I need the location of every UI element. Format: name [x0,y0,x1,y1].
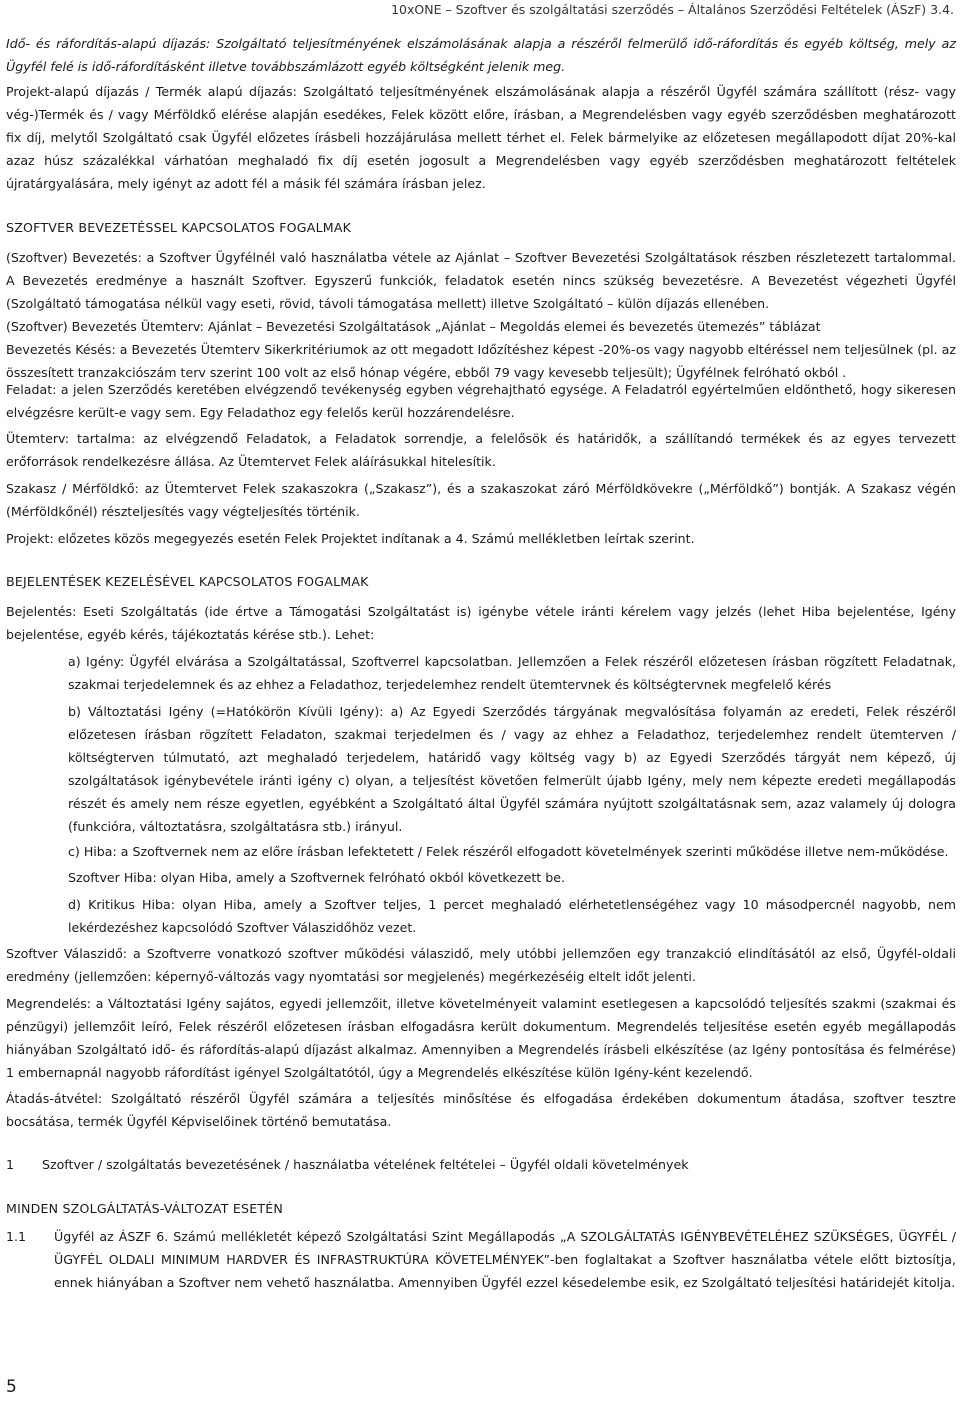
para-project-based-billing: Projekt-alapú díjazás / Termék alapú díjazás: Szolgáltató teljesítményének elszámolásának alapja a részéről Ügyfél számára szállított (rész- vagy vég-)Termék és / vagy Mérföldkő elérése alapján esedékes, Felek között előre, írásban, a Megrendelésben vagy egyéb szerződésben meghatározott fix díj, melytől Szolgáltató csak Ügyfél előzetes írásbeli hozzájárulása mellett térhet el. Felek bármelyike az előzetesen megállapodott díjat 20%-kal azaz húsz százalékkal várhatóan meghaladó fix díj esetén jogosult a Megrendelésben vagy egyéb szerződésben meghatározott feltételek újratárgyalására, mely igényt az adott fél a másik fél számára írásban jelez. [6,84,956,191]
para-project: Projekt: előzetes közös megegyezés esetén Felek Projektet indítanak a 4. Számú mellékletben leírtak szerint. [6,531,695,546]
para-report: Bejelentés: Eseti Szolgáltatás (ide értve a Támogatási Szolgáltatást is) igénybe vétele iránti kérelem vagy jelzés (lehet Hiba bejelentése, Igény bejelentése, egyéb kérés, tájékoztatás kérése stb.). Lehet: [6,604,956,642]
subsection-number: 1.1 [6,1229,27,1244]
section-heading-reports: BEJELENTÉSEK KEZELÉSÉVEL KAPCSOLATOS FOGALMAK [6,574,369,589]
list-item-d: d) Kritikus Hiba: olyan Hiba, amely a Szoftver teljes, 1 percet meghaladó elérhetetlenségéhez vagy 10 másodpercnél nagyobb, nem lekérdezéshez kapcsolódó Szoftver Válaszidőhöz vezet. [68,897,956,935]
para-task: Feladat: a jelen Szerződés keretében elvégzendő tevékenység egyben végrehajtható egysége. A Feladatról egyértelműen eldönthető, hogy sikeresen elvégzésre került-e vagy sem. Egy Feladathoz egy felelős kerül hozzárendelésre. [6,382,956,420]
para-implementation-schedule: (Szoftver) Bevezetés Ütemterv: Ajánlat – Bevezetési Szolgáltatások „Ajánlat – Megoldás elemei és bevezetés ütemezés” táblázat [6,319,821,334]
para-software-implementation: (Szoftver) Bevezetés: a Szoftver Ügyfélnél való használatba vétele az Ajánlat – Szoftver Bevezetési Szolgáltatások részben részletezett tartalommal. A Bevezetés eredménye a használt Szoftver. Egyszerű funkciók, feladatok esetén nincs szükség bevezetésre. A Bevezetést végezheti Ügyfél (Szolgáltató támogatása nélkül vagy eseti, rövid, távoli támogatása mellett) illetve Szolgáltató – külön díjazás ellenében. [6,250,956,311]
para-implementation-delay: Bevezetés Késés: a Bevezetés Ütemterv Sikerkritériumok az ott megadott Időzítéshez képest -20%-os vagy nagyobb eltéréssel nem teljesülnek (pl. az összesített tranzakciószám terv szerint 100 volt az első hónap végére, ebből 79 vagy kevesebb teljesült); Ügyfélnek felróható okból . [6,342,956,380]
list-item-c: c) Hiba: a Szoftvernek nem az előre írásban lefektetett / Felek részéről elfogadott követelmények szerinti működése illetve nem-működése. [68,844,949,859]
para-schedule: Ütemterv: tartalma: az elvégzendő Feladatok, a Feladatok sorrendje, a felelősök és határidők, a szállítandó termékek és az egyes tervezett erőforrások rendelkezésre állása. Az Ütemtervet Felek aláírásukkal hitelesítik. [6,431,956,469]
section-heading-software: SZOFTVER BEVEZETÉSSEL KAPCSOLATOS FOGALMAK [6,220,352,235]
subsection-text: Ügyfél az ÁSZF 6. Számú mellékletét képező Szolgáltatási Szint Megállapodás „A SZOLGÁLTATÁS IGÉNYBEVÉTELÉHEZ SZÜKSÉGES, ÜGYFÉL / ÜGYFÉL OLDALI MINIMUM HARDVER ÉS INFRASTRUKTÚRA KÖVETELMÉNYEK”-ben foglaltakat a Szoftver használatba vétele előtt biztosítja, ennek hiányában a Szoftver nem vehető használatba. Amennyiben Ügyfél ezzel késedelembe esik, ez Szolgáltató teljesítési határidejét kitolja. [54,1229,956,1290]
subsection-heading: MINDEN SZOLGÁLTATÁS-VÁLTOZAT ESETÉN [6,1201,284,1216]
para-milestone: Szakasz / Mérföldkő: az Ütemtervet Felek szakaszokra („Szakasz”), és a szakaszokat záró Mérföldkövekre („Mérföldkő”) bontják. A Szakasz végén (Mérföldkőnél) részteljesítés vagy végteljesítés történik. [6,481,956,519]
section-title: Szoftver / szolgáltatás bevezetésének / használatba vételének feltételei – Ügyfél oldali követelmények [42,1157,689,1172]
para-response-time: Szoftver Válaszidő: a Szoftverre vonatkozó szoftver működési válaszidő, mely utóbbi jellemzően egy tranzakció elindításától az első, Ügyfél-oldali eredmény (jellemzően: képernyő-változás vagy nyomtatási sor megjelenés) megérkezéséig eltelt időt jelenti. [6,946,956,984]
list-item-a: a) Igény: Ügyfél elvárása a Szolgáltatással, Szoftverrel kapcsolatban. Jellemzően a Felek részéről előzetesen írásban rögzített Feladatnak, szakmai terjedelemnek és az ehhez a Feladathoz, terjedelemhez rendelt ütemtervnek és költségtervnek megfelelő kérés [68,654,956,692]
para-order: Megrendelés: a Változtatási Igény sajátos, egyedi jellemzőit, illetve követelményeit valamint esetlegesen a kapcsolódó teljesítés szakmi (szakmai és pénzügyi) jellemzőit leíró, Felek részéről előzetesen írásban elfogadásra került dokumentum. Megrendelés teljesítése esetén egyéb megállapodás hiányában Szolgáltató idő- és ráfordítás-alapú díjazást alkalmaz. Amennyiben a Megrendelés írásbeli elkészítése (az Igény pontosítása és felmérése) 1 embernapnál nagyobb ráfordítást igényel Szolgáltatótól, úgy a Megrendelés elkészítése külön Igény-ként kezelendő. [6,996,956,1080]
list-item-b: b) Változtatási Igény (=Hatókörön Kívüli Igény): a) Az Egyedi Szerződés tárgyának megvalósítása folyamán az eredeti, Felek részéről előzetesen írásban rögzített Feladaton, szakmai terjedelmen és / vagy az ehhez a Feladathoz, terjedelemhez rendelt ütemterven / költségterven túlmutató, azt meghaladó terjedelem, határidő vagy költség vagy b) az Egyedi Szerződés tárgyát nem képező, új szolgáltatások igénybevétele iránti igény c) olyan, a teljesítést követően felmerült újabb Igény, mely nem képezte eredeti megállapodás részét és amely nem része egyetlen, egyébként a Szolgáltató által Ügyfél számára nyújtott szolgáltatásnak sem, azaz valamely új dologra (funkcióra, változtatásra, szolgáltatásra stb.) irányul. [68,704,956,834]
running-header: 10xONE – Szoftver és szolgáltatási szerződés – Általános Szerződési Feltételek (ÁSzF) 3.4. [391,2,954,17]
list-item-c-software-bug: Szoftver Hiba: olyan Hiba, amely a Szoftvernek felróható okból következett be. [68,870,565,885]
para-handover: Átadás-átvétel: Szolgáltató részéről Ügyfél számára a teljesítés minősítése és elfogadása érdekében dokumentum átadása, szoftver tesztre bocsátása, termék Ügyfél Képviselőinek történő bemutatása. [6,1091,956,1129]
section-number: 1 [6,1157,15,1172]
page-number: 5 [6,1377,17,1397]
para-time-based-billing: Idő- és ráfordítás-alapú díjazás: Szolgáltató teljesítményének elszámolásának alapja a részéről felmerülő idő-ráfordítás és egyéb költség, mely az Ügyfél felé is idő-ráfordításként illetve továbbszámlázott egyéb költségként jelenik meg. [6,36,956,74]
